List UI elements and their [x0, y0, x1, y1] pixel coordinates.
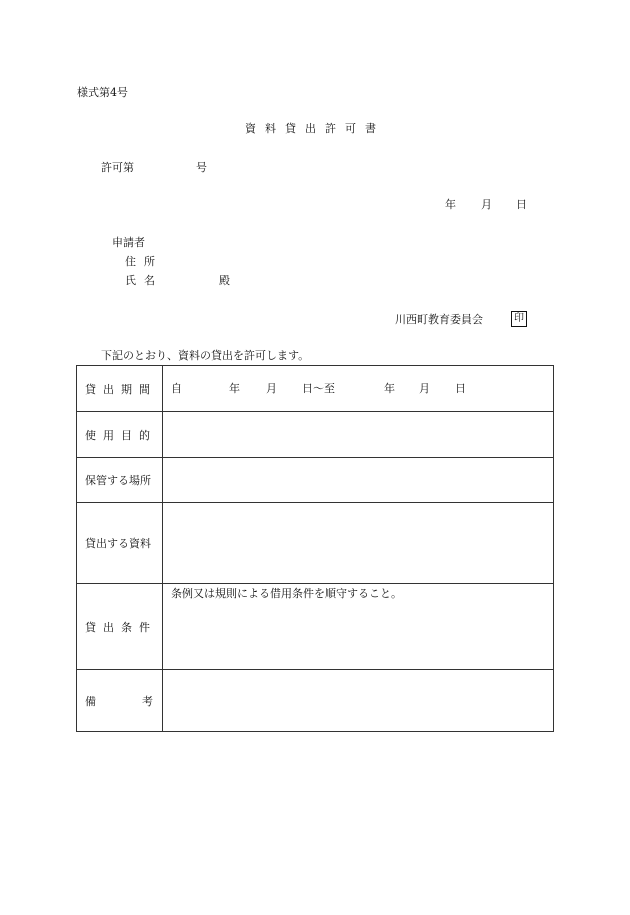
- conditions-value-cell[interactable]: [163, 584, 553, 669]
- permit-table: [76, 365, 554, 732]
- period-month2-label: 月: [419, 382, 430, 395]
- storage-label-cell: [77, 458, 163, 502]
- conditions-label-cell: [77, 584, 163, 669]
- date-year-label: 年: [445, 198, 456, 211]
- permit-number-suffix: 号: [196, 161, 207, 174]
- storage-value-cell[interactable]: [163, 458, 553, 502]
- remarks-label-left: 備: [85, 694, 96, 708]
- address-label: 住所: [125, 255, 163, 268]
- period-year2-label: 年: [384, 382, 395, 395]
- materials-label: 貸出する資料: [85, 537, 151, 550]
- issuer-name: 川西町教育委員会: [395, 313, 483, 326]
- applicant-heading: 申請者: [112, 236, 145, 249]
- remarks-label-cell: [77, 670, 163, 731]
- period-day2-label: 日: [455, 382, 466, 395]
- name-label: 氏名: [125, 274, 163, 287]
- purpose-label: 使用目的: [85, 428, 157, 442]
- table-row-period: [77, 366, 553, 411]
- period-value-cell[interactable]: [163, 366, 553, 411]
- conditions-label: 貸出条件: [85, 620, 157, 634]
- table-row-purpose: [77, 411, 553, 457]
- form-number: 様式第4号: [77, 86, 128, 99]
- period-month1-label: 月: [266, 382, 277, 395]
- permit-number-prefix: 許可第: [101, 161, 134, 174]
- conditions-text: 条例又は規則による借用条件を順守すること。: [171, 587, 402, 600]
- table-row-materials: [77, 502, 553, 583]
- materials-label-cell: [77, 503, 163, 583]
- purpose-value-cell[interactable]: [163, 412, 553, 457]
- period-label-cell: [77, 366, 163, 411]
- remarks-value-cell[interactable]: [163, 670, 553, 731]
- period-label: 貸出期間: [85, 382, 157, 396]
- materials-value-cell[interactable]: [163, 503, 553, 583]
- period-year1-label: 年: [229, 382, 240, 395]
- storage-label: 保管する場所: [85, 474, 151, 487]
- table-row-remarks: [77, 669, 553, 731]
- table-row-conditions: [77, 583, 553, 669]
- remarks-label-right: 考: [142, 694, 153, 708]
- purpose-label-cell: [77, 412, 163, 457]
- remarks-label: [85, 693, 153, 709]
- intro-text: 下記のとおり、資料の貸出を許可します。: [101, 349, 310, 362]
- seal-mark: 印: [511, 311, 527, 327]
- date-day-label: 日: [516, 198, 527, 211]
- table-row-storage: [77, 457, 553, 502]
- document-title: 資料貸出許可書: [245, 122, 385, 135]
- period-day-to-label: 日〜至: [302, 382, 335, 395]
- honorific-label: 殿: [219, 274, 230, 287]
- date-month-label: 月: [481, 198, 492, 211]
- period-from-label: 自: [171, 382, 182, 395]
